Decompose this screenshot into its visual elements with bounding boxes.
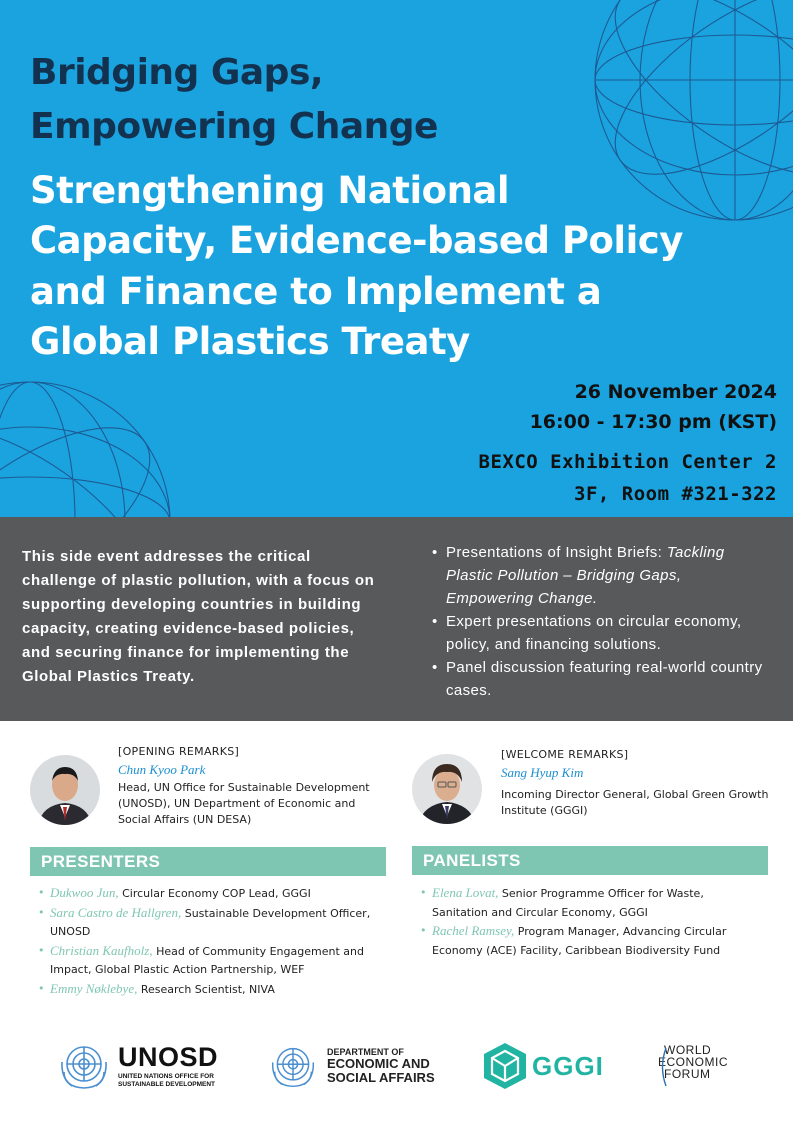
agenda-item-text: Panel discussion featuring real-world country cases. (446, 659, 763, 699)
opening-speaker-title: Head, UN Office for Sustainable Development (UNOSD), UN Department of Economic and Social Affairs (UN DESA) (118, 781, 370, 826)
presenter-role: Head of Community Engagement and Impact, Global Plastic Action Partnership, WEF (50, 944, 364, 976)
unosd-wordmark: UNOSD (118, 1042, 219, 1072)
hero-banner (0, 0, 793, 517)
opening-remarks-block (118, 744, 378, 828)
presenter-role: Circular Economy COP Lead, GGGI (118, 887, 311, 900)
wef-arc-icon (658, 1044, 708, 1090)
gggi-logo (482, 1042, 622, 1090)
presenter-item (38, 884, 388, 904)
event-title-line: Bridging Gaps, (30, 52, 324, 93)
unosd-tagline-line: UNITED NATIONS OFFICE FOR (118, 1073, 214, 1080)
unosd-tagline-line: SUSTAINABLE DEVELOPMENT (118, 1080, 216, 1088)
gggi-cube-icon (482, 1042, 528, 1090)
event-subtitle-line: Capacity, Evidence-based Policy (30, 219, 683, 263)
desa-line-small: DEPARTMENT OF (327, 1047, 404, 1057)
event-time: 16:00 - 17:30 pm (KST) (529, 410, 777, 433)
presenter-name: Dukwoo Jun, (50, 885, 119, 900)
agenda-item-text: Presentations of Insight Briefs: (446, 544, 667, 561)
opening-remarks-label: [OPENING REMARKS] (118, 745, 240, 758)
event-title (30, 46, 438, 154)
desa-line: ECONOMIC AND (327, 1056, 430, 1072)
globe-graphic-bottom-left (0, 372, 180, 517)
agenda-item (432, 656, 772, 702)
panelists-list (420, 884, 760, 960)
agenda-list (432, 541, 772, 702)
presenter-name: Sara Castro de Hallgren, (50, 904, 182, 920)
event-subtitle-line: Global Plastics Treaty (30, 319, 470, 363)
speaker-photo-welcome (412, 754, 482, 824)
un-desa-logo (268, 1044, 448, 1090)
summary-text: This side event addresses the critical challenge of plastic pollution, with a focus on supporting developing countries in building capacity, creating evidence-based policies, and securing finance for implementing the Global Plastics Treaty. (22, 548, 375, 685)
event-date: 26 November 2024 (574, 381, 777, 403)
presenter-role: Research Scientist, NIVA (137, 982, 275, 996)
panelist-role: Senior Programme Officer for Waste, Sanitation and Circular Economy, GGGI (432, 887, 704, 919)
presenter-role: Sustainable Development Officer, UNOSD (50, 906, 371, 938)
presenter-name: Christian Kaufholz, (50, 942, 153, 958)
desa-line: SOCIAL AFFAIRS (327, 1070, 435, 1086)
welcome-remarks-label: [WELCOME REMARKS] (501, 748, 629, 761)
presenter-name: Emmy Nøklebye, (50, 980, 138, 996)
wef-line: ECONOMIC (658, 1055, 728, 1070)
presenters-list (38, 884, 388, 999)
panelist-item (420, 884, 760, 922)
photo-placeholder (412, 754, 482, 824)
event-datetime (530, 378, 777, 437)
presenter-item (38, 942, 388, 980)
un-emblem-icon (268, 1044, 318, 1090)
wef-line: FORUM (664, 1067, 711, 1082)
opening-speaker-name: Chun Kyoo Park (118, 762, 206, 777)
agenda-item-italic: Tackling Plastic Pollution – Bridging Gaps, Empowering Change. (446, 544, 725, 607)
unosd-logo (58, 1042, 238, 1092)
photo-placeholder (30, 755, 100, 825)
presenters-heading: PRESENTERS (30, 847, 386, 876)
wef-line: WORLD (664, 1043, 712, 1057)
event-venue: BEXCO Exhibition Center 2 (478, 451, 777, 473)
desa-wordmark (327, 1048, 435, 1085)
event-subtitle (30, 166, 710, 367)
event-room: 3F, Room #321-322 (574, 482, 777, 505)
welcome-speaker-title: Incoming Director General, Global Green Growth Institute (GGGI) (501, 788, 769, 817)
event-subtitle-line: Strengthening National (30, 169, 510, 212)
panelists-heading: PANELISTS (412, 846, 768, 875)
event-location (479, 447, 777, 511)
panelist-role: Program Manager, Advancing Circular Economy (ACE) Facility, Caribbean Biodiversity Fund (432, 925, 727, 957)
agenda-item (432, 541, 772, 610)
speaker-photo-opening (30, 755, 100, 825)
panelist-name: Elena Lovat, (432, 885, 499, 900)
panelist-item (420, 922, 760, 960)
presenter-item (38, 980, 388, 1000)
event-subtitle-line: and Finance to Implement a (30, 269, 602, 313)
wef-logo (658, 1044, 748, 1090)
panelist-name: Rachel Ramsey, (432, 923, 515, 938)
presenter-item (38, 904, 388, 942)
gggi-wordmark: GGGI (532, 1051, 604, 1081)
agenda-item (432, 610, 772, 656)
summary-band (0, 517, 793, 721)
agenda-item-text: Expert presentations on circular economy, policy, and financing solutions. (446, 613, 742, 653)
welcome-speaker-name: Sang Hyup Kim (501, 765, 584, 780)
event-title-line: Empowering Change (30, 106, 438, 147)
un-emblem-icon (58, 1042, 110, 1092)
welcome-remarks-block (501, 747, 771, 819)
unosd-tagline (118, 1073, 215, 1089)
